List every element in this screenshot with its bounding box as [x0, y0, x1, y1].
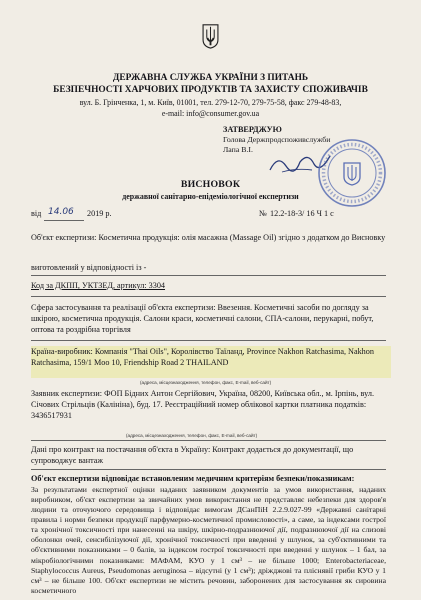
- product-code: Код за ДКПП, УКТЗЕД, артикул: 3304: [31, 281, 166, 290]
- applicant-field-hint: (адреса, місцезнаходження, телефон, факс, E-mail, веб-сайт): [126, 433, 258, 438]
- org-name-line2: БЕЗПЕЧНОСТІ ХАРЧОВИХ ПРОДУКТІВ ТА ЗАХИСТУ СПОЖИВАЧІВ: [53, 85, 368, 95]
- org-name-line1: ДЕРЖАВНА СЛУЖБА УКРАЇНИ З ПИТАНЬ: [112, 73, 309, 83]
- criteria-title: Об'єкт експертизи відповідає встановленим медичним критеріям безпеки/показникам:: [31, 474, 355, 483]
- country-field-hint: (адреса, місцезнаходження, телефон, факс, E-mail, веб-сайт): [140, 380, 272, 385]
- scope-of-application: Сфера застосування та реалізації об'єкта експертизи: Ввезення. Косметичні засоби по догляду за шкірою, косметична продукція. Салони краси, косметичні салони, СПА-салони, перукарні, побут, оптова та роздрібна торгівля: [31, 303, 374, 334]
- org-email: e-mail: info@consumer.gov.ua: [161, 109, 260, 118]
- approval-name: Лапа В.І.: [223, 144, 253, 154]
- document-subtitle: державної санітарно-епідеміологічної експертизи: [122, 192, 299, 201]
- divider: [31, 440, 386, 441]
- divider: [31, 340, 386, 341]
- date-year: 2019 р.: [87, 209, 112, 218]
- trident-emblem-icon: [201, 23, 220, 49]
- country-of-manufacture: Країна-виробник: Компанія "Thai Oils", Королівство Таїланд, Province Nakhon Ratchasima, Nakhon Ratchasima, 159/1 Moo 10, Friendship Road 2 THAILAND: [31, 347, 374, 367]
- number-prefix: №: [259, 209, 267, 218]
- criteria-text: За результатами експертної оцінки наданих заявником документів за умов використання, наданих виробником, об'єкт експертизи за звичайних умов використання не представляє небезпеки для здоров'я людини та оточуючого середовища і відповідає вимогам ДСанПіН 2.2.9.027-99 «Державні санітарні правила і норми безпеки продукції парфумерно-косметичної промисловості», а саме, за індексами гострої та хронічної токсичності при нанесенні на шкіру, шкірно-подразнюючої дії, подразнюючої дії на слизові оболонки очей, сенсибілізуючої дії, хронічної токсичності при введенні у шлунок, за суб'єктивними та об'єктивними показниками – 0 балів, за індексом гострої токсичності при введенні у шлунок – 1 бал, за мікробіологічними показниками: МАФАМ, КУО у 1 см³ – не більше 1000; Enterobacteriaceae, Staphylococcus Aureus, Pseudomonas aeruginosa – відсутні (у 1 см³); дріжджові та пліснявії гриби КУО у 1 см³ – не більше 100. Об'єкт експертизи не містить речовин, заборонених для застосування як сировина косметичного: [31, 485, 386, 595]
- date-handwritten: 14.06: [48, 207, 74, 217]
- date-prefix: від: [31, 209, 42, 218]
- approval-position: Голова Держпродспоживслужби: [223, 135, 331, 144]
- applicant: Заявник експертизи: ФОП Бідних Антон Сергійович, Україна, 08200, Київська обл., м. Ірпінь, вул. Січових Стрільців (Калініна), буд. 17. Реєстраційний номер облікової картки платника податків: 3436517931: [31, 389, 374, 420]
- divider: [31, 469, 386, 470]
- divider: [31, 296, 386, 297]
- manufactured-according: виготовлений у відповідності із -: [31, 263, 147, 272]
- divider: [31, 275, 386, 276]
- approval-title: ЗАТВЕРДЖУЮ: [223, 125, 282, 134]
- contract-data: Дані про контракт на постачання об'єкта в Україну: Контракт додається до документації, що супроводжує вантаж: [31, 445, 354, 465]
- date-underline: [44, 220, 84, 221]
- org-address: вул. Б. Грінченка, 1, м. Київ, 01001, тел. 279-12-70, 279-75-58, факс 279-48-83,: [79, 98, 342, 107]
- document-title: ВИСНОВОК: [180, 179, 241, 190]
- object-of-expertise: Об'єкт експертизи: Косметична продукція: олія масажна (Massage Oil) згідно з додатком до Висновку: [31, 233, 386, 242]
- document-number: 12.2-18-3/ 16 Ч 1 с: [270, 209, 334, 218]
